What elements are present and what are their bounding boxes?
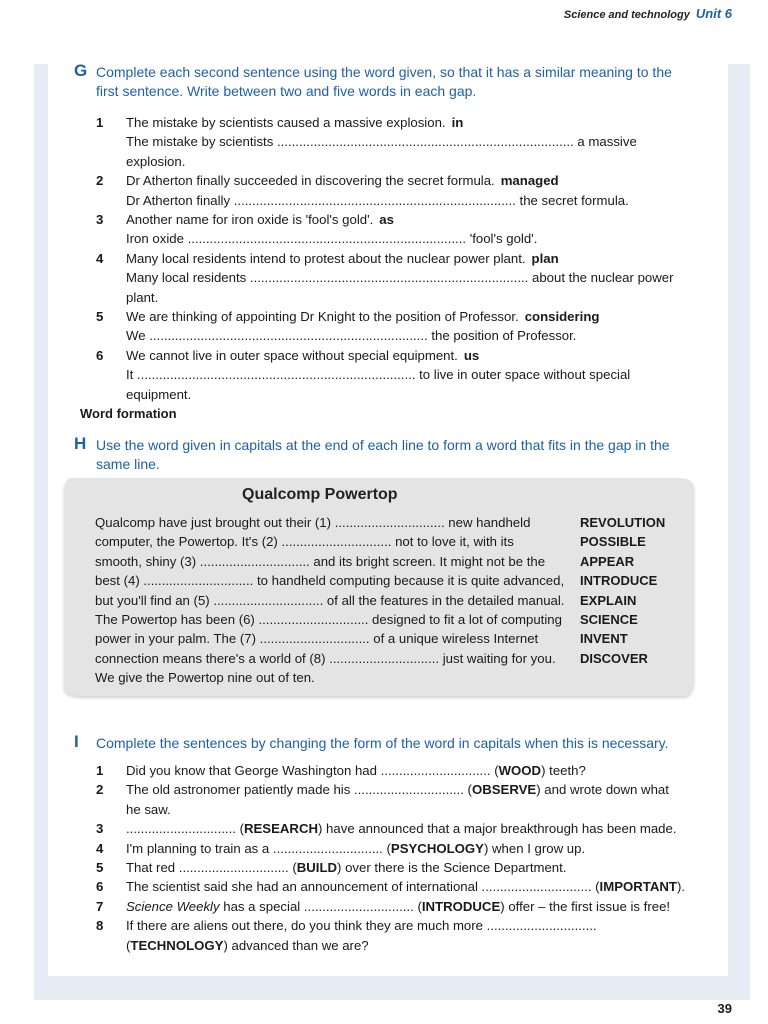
item-gap-sentence: It ............................................................................ to live in outer space without special bbox=[126, 367, 631, 383]
capital-word: WOOD bbox=[498, 763, 542, 778]
item-text: I'm planning to train as a .............................. ( bbox=[126, 840, 391, 856]
list-item bbox=[96, 761, 706, 780]
header-subject: Science and technology bbox=[563, 9, 690, 21]
key-word: considering bbox=[524, 309, 600, 325]
key-word: managed bbox=[500, 173, 559, 189]
article-line: We give the Powertop nine out of ten. bbox=[95, 670, 315, 686]
capital-word: POSSIBLE bbox=[580, 534, 646, 550]
item-text: .............................. ( bbox=[126, 821, 244, 837]
item-text: ) offer – the first issue is free! bbox=[500, 898, 671, 914]
list-item bbox=[96, 171, 696, 210]
key-word: plan bbox=[531, 250, 559, 266]
article-line: power in your palm. The (7) .............................. of a unique wireless Internet bbox=[95, 631, 539, 647]
article-line: smooth, shiny (3) .............................. and its bright screen. It might not be the bbox=[95, 553, 546, 569]
capital-word: APPEAR bbox=[580, 553, 635, 569]
capital-word: TECHNOLOGY bbox=[130, 937, 224, 953]
word-formation-heading: Word formation bbox=[80, 406, 177, 421]
item-number: 5 bbox=[96, 860, 104, 876]
capital-word: INVENT bbox=[580, 631, 628, 647]
item-text: Did you know that George Washington had .............................. ( bbox=[126, 763, 499, 778]
article-line: best (4) .............................. to handheld computing because it is quite advanced, bbox=[95, 573, 565, 589]
capital-word: IMPORTANT bbox=[599, 879, 677, 895]
capital-word: INTRODUCE bbox=[580, 573, 658, 589]
article-line: computer, the Powertop. It's (2) .............................. not to love it, with its bbox=[95, 534, 514, 550]
item-sentence: We are thinking of appointing Dr Knight to the position of Professor. bbox=[126, 309, 519, 325]
article-text bbox=[95, 513, 564, 688]
item-number: 6 bbox=[96, 347, 104, 363]
key-word: us bbox=[463, 347, 480, 363]
item-sentence: We cannot live in outer space without special equipment. bbox=[126, 347, 458, 363]
capitals-word-list bbox=[580, 513, 665, 668]
section-i-letter: I bbox=[74, 732, 79, 751]
item-number: 3 bbox=[96, 821, 104, 837]
item-number: 4 bbox=[96, 250, 104, 266]
list-item bbox=[96, 819, 706, 838]
item-sentence: Many local residents intend to protest about the nuclear power plant. bbox=[126, 250, 526, 266]
list-item bbox=[96, 916, 706, 955]
capital-word: INTRODUCE bbox=[421, 898, 501, 914]
section-g-items bbox=[96, 113, 696, 404]
item-text: ( bbox=[126, 937, 131, 953]
item-text-cont: he saw. bbox=[126, 801, 171, 817]
page-number: 39 bbox=[717, 1001, 732, 1016]
item-gap-sentence-cont: equipment. bbox=[126, 386, 192, 402]
list-item bbox=[96, 346, 696, 404]
key-word: in bbox=[451, 115, 464, 130]
instruction-line: first sentence. Write between two and five words in each gap. bbox=[96, 83, 477, 99]
list-item bbox=[96, 897, 706, 916]
item-number: 4 bbox=[96, 840, 104, 856]
item-sentence: Another name for iron oxide is 'fool's gold'. bbox=[126, 212, 374, 228]
item-text: ) advanced than we are? bbox=[223, 937, 369, 953]
instruction-line: same line. bbox=[96, 456, 160, 472]
item-sentence: Dr Atherton finally succeeded in discovering the secret formula. bbox=[126, 173, 495, 189]
article-line: but you'll find an (5) .............................. of all the features in the detailed manual. bbox=[95, 592, 565, 608]
item-number: 1 bbox=[96, 763, 104, 778]
list-item bbox=[96, 839, 706, 858]
section-i-instruction: Complete the sentences by changing the form of the word in capitals when this is necessary. bbox=[96, 735, 669, 751]
item-gap-sentence: Dr Atherton finally ............................................................................. the secret formula. bbox=[126, 192, 629, 208]
capital-word: SCIENCE bbox=[580, 612, 638, 628]
article-line: The Powertop has been (6) .............................. designed to fit a lot of computing bbox=[95, 612, 562, 628]
capital-word: OBSERVE bbox=[471, 782, 537, 798]
item-text: If there are aliens out there, do you think they are much more .............................. bbox=[126, 918, 597, 934]
capital-word: EXPLAIN bbox=[580, 592, 637, 608]
capital-word: REVOLUTION bbox=[580, 515, 666, 530]
list-item bbox=[96, 210, 696, 249]
item-text: The scientist said she had an announcement of international .............................. ( bbox=[126, 879, 600, 895]
capital-word: PSYCHOLOGY bbox=[390, 840, 484, 856]
item-sentence: The mistake by scientists caused a massive explosion. bbox=[126, 115, 446, 130]
magazine-title: Science Weekly bbox=[126, 898, 220, 914]
article-line: Qualcomp have just brought out their (1) .............................. new handheld bbox=[95, 515, 531, 530]
list-item bbox=[96, 877, 706, 896]
item-text: ) over there is the Science Department. bbox=[337, 860, 567, 876]
instruction-line: Use the word given in capitals at the end of each line to form a word that fits in the gap in the bbox=[96, 437, 670, 453]
item-text: ) and wrote down what bbox=[536, 782, 669, 798]
article-line: connection means there's a world of (8) .............................. just waiting for you. bbox=[95, 650, 556, 666]
section-h-letter: H bbox=[74, 434, 87, 453]
article-title: Qualcomp Powertop bbox=[242, 486, 398, 503]
item-number: 1 bbox=[96, 115, 104, 130]
capital-word: DISCOVER bbox=[580, 650, 648, 666]
item-text: ) have announced that a major breakthrough has been made. bbox=[318, 821, 677, 837]
item-number: 2 bbox=[96, 782, 104, 798]
item-text: The old astronomer patiently made his .............................. ( bbox=[126, 782, 472, 798]
list-item bbox=[96, 780, 706, 819]
list-item bbox=[96, 249, 696, 307]
item-text: ). bbox=[676, 879, 686, 895]
item-text: ) when I grow up. bbox=[483, 840, 586, 856]
section-g-instruction bbox=[96, 63, 672, 101]
capital-word: RESEARCH bbox=[243, 821, 318, 837]
item-gap-sentence-cont: plant. bbox=[126, 289, 159, 305]
item-number: 7 bbox=[96, 898, 104, 914]
item-number: 2 bbox=[96, 173, 104, 189]
section-g-letter: G bbox=[74, 61, 88, 80]
item-gap-sentence: We ............................................................................ the position of Professor. bbox=[126, 328, 577, 344]
item-gap-sentence: Iron oxide ............................................................................ 'fool's gold'. bbox=[126, 231, 538, 247]
list-item bbox=[96, 307, 696, 346]
instruction-line: Complete each second sentence using the word given, so that it has a similar meaning to the bbox=[96, 64, 672, 80]
list-item bbox=[96, 113, 696, 171]
item-text: That red .............................. ( bbox=[126, 860, 297, 876]
item-gap-sentence: The mistake by scientists ................................................................................. a massive explosion. bbox=[126, 134, 637, 169]
page-header bbox=[564, 6, 732, 21]
section-h-instruction bbox=[96, 436, 670, 474]
item-number: 6 bbox=[96, 879, 104, 895]
item-number: 5 bbox=[96, 309, 104, 325]
list-item bbox=[96, 858, 706, 877]
item-gap-sentence: Many local residents ............................................................................ about the nuclear power bbox=[126, 270, 674, 286]
capital-word: BUILD bbox=[296, 860, 338, 876]
section-i-items bbox=[96, 761, 706, 955]
item-number: 3 bbox=[96, 212, 104, 228]
item-text: has a special .............................. ( bbox=[219, 898, 422, 914]
key-word: as bbox=[379, 212, 394, 228]
header-unit: Unit 6 bbox=[695, 6, 732, 21]
item-number: 8 bbox=[96, 918, 104, 934]
item-text: ) teeth? bbox=[541, 763, 586, 778]
